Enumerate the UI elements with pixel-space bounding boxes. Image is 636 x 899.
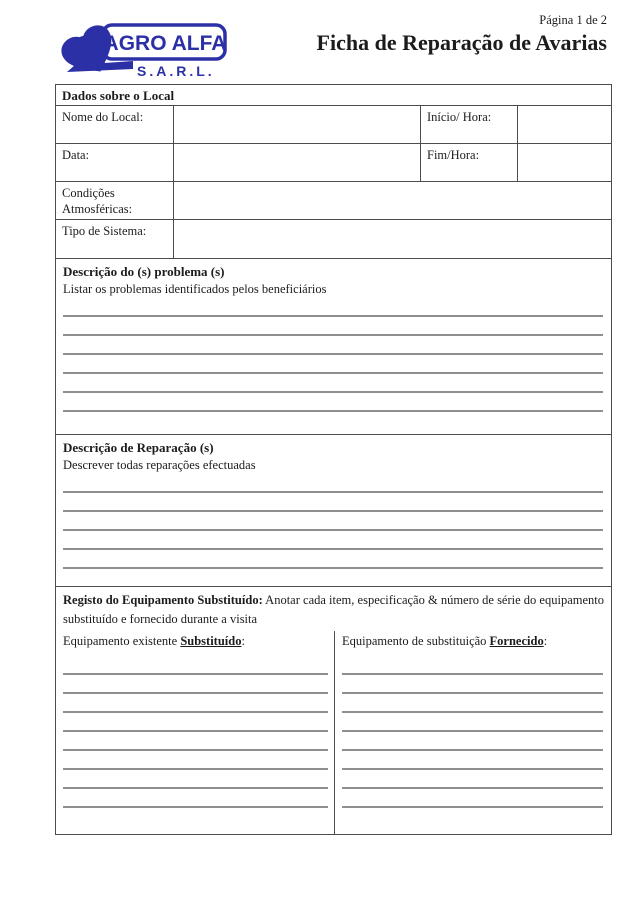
- fornecido-column-header: [335, 631, 611, 656]
- section-problema-subtitle: Listar os problemas identificados pelos beneficiários: [63, 282, 327, 296]
- writing-line[interactable]: [63, 355, 603, 374]
- writing-line[interactable]: [342, 789, 603, 808]
- writing-line[interactable]: [63, 675, 328, 694]
- inicio-hora-field[interactable]: [518, 106, 611, 144]
- writing-line[interactable]: [63, 770, 328, 789]
- condicoes-label: Condições Atmosféricas:: [56, 182, 174, 220]
- writing-line[interactable]: [63, 493, 603, 512]
- data-label: Data:: [56, 144, 174, 182]
- writing-line[interactable]: [342, 656, 603, 675]
- writing-line[interactable]: [63, 751, 328, 770]
- writing-line[interactable]: [63, 317, 603, 336]
- document-title: Ficha de Reparação de Avarias: [316, 30, 607, 55]
- inicio-hora-label: Início/ Hora:: [421, 106, 518, 144]
- writing-line[interactable]: [342, 751, 603, 770]
- writing-line[interactable]: [63, 656, 328, 675]
- writing-line[interactable]: [342, 675, 603, 694]
- writing-line[interactable]: [63, 298, 603, 317]
- substituido-header-prefix: Equipamento existente: [63, 634, 181, 648]
- writing-line[interactable]: [63, 732, 328, 751]
- fim-hora-field[interactable]: [518, 144, 611, 182]
- writing-line[interactable]: [63, 512, 603, 531]
- section-descricao-reparacao: [56, 434, 611, 586]
- nome-local-label: Nome do Local:: [56, 106, 174, 144]
- section-reparacao-subtitle: Descrever todas reparações efectuadas: [63, 458, 256, 472]
- equipment-columns: [56, 631, 611, 834]
- condicoes-field[interactable]: [174, 182, 611, 220]
- writing-line[interactable]: [63, 694, 328, 713]
- substituido-column-header: [56, 631, 334, 656]
- writing-line[interactable]: [342, 732, 603, 751]
- fornecido-writing-area: [335, 656, 611, 808]
- page-number: Página 1 de 2: [539, 13, 607, 27]
- repair-form-table: [55, 84, 612, 835]
- writing-line[interactable]: [63, 713, 328, 732]
- section-dados-local: [56, 85, 611, 258]
- registo-lead: Registo do Equipamento Substituído:: [63, 593, 263, 607]
- reparacao-writing-area: [56, 474, 611, 569]
- section-reparacao-title: Descrição de Reparação (s): [63, 440, 214, 455]
- fornecido-header-prefix: Equipamento de substituição: [342, 634, 490, 648]
- substituido-writing-area: [56, 656, 334, 808]
- section-dados-local-title: Dados sobre o Local: [56, 85, 611, 106]
- tipo-sistema-label: Tipo de Sistema:: [56, 220, 174, 258]
- logo-company-text: AGRO ALFA: [103, 32, 227, 55]
- page-header: [0, 0, 636, 84]
- substituido-header-emphasis: Substituído: [180, 634, 242, 648]
- nome-local-field[interactable]: [174, 106, 421, 144]
- section-problema-title: Descrição do (s) problema (s): [63, 264, 225, 279]
- logo-legal-form-text: S.A.R.L.: [137, 63, 215, 79]
- writing-line[interactable]: [342, 770, 603, 789]
- registo-description: Anotar cada item, especificação & número de série do equipamento substituído e fornecido durante a visita: [63, 593, 604, 626]
- fornecido-column: [334, 631, 611, 834]
- writing-line[interactable]: [63, 531, 603, 550]
- data-field[interactable]: [174, 144, 421, 182]
- substituido-column: [56, 631, 334, 834]
- fornecido-header-emphasis: Fornecido: [489, 634, 544, 648]
- agro-alfa-logo-icon: [57, 19, 233, 81]
- writing-line[interactable]: [63, 550, 603, 569]
- writing-line[interactable]: [63, 393, 603, 412]
- problema-writing-area: [56, 298, 611, 412]
- section-descricao-problema: [56, 258, 611, 434]
- writing-line[interactable]: [63, 789, 328, 808]
- writing-line[interactable]: [342, 694, 603, 713]
- writing-line[interactable]: [342, 713, 603, 732]
- writing-line[interactable]: [63, 474, 603, 493]
- substituido-header-colon: :: [241, 634, 245, 648]
- fornecido-header-colon: :: [543, 634, 548, 648]
- registo-intro-paragraph: [56, 587, 611, 631]
- writing-line[interactable]: [63, 374, 603, 393]
- writing-line[interactable]: [63, 336, 603, 355]
- fim-hora-label: Fim/Hora:: [421, 144, 518, 182]
- tipo-sistema-field[interactable]: [174, 220, 611, 258]
- section-registo-equipamento: [56, 586, 611, 834]
